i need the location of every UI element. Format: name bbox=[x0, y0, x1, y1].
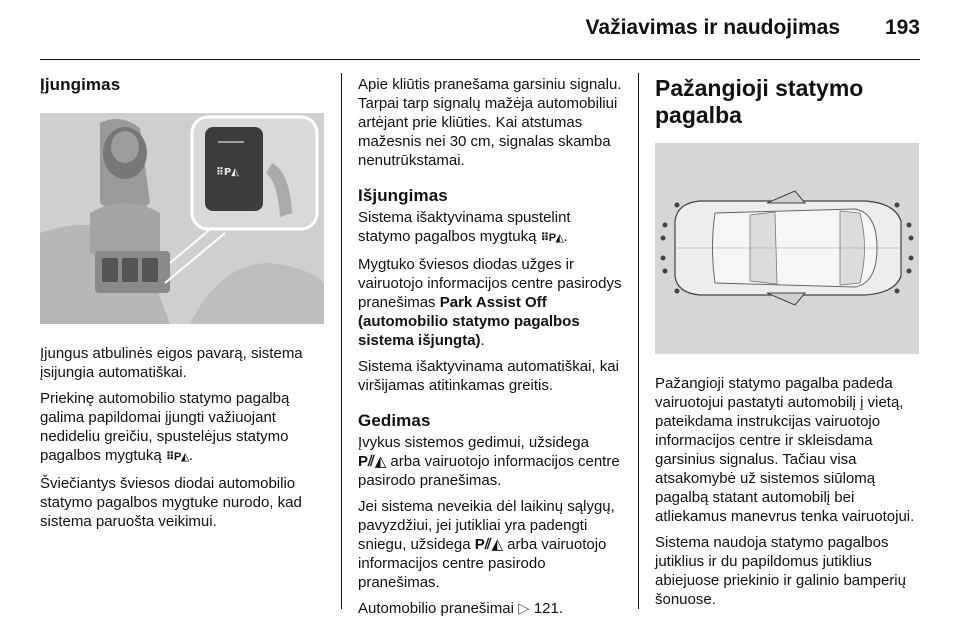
message-text: Park Assist Off (automobilio statymo pagalbos sistema išjungta) bbox=[358, 294, 580, 349]
paragraph-text: Automobilio pranešimai bbox=[358, 600, 514, 617]
section-heading-fault: Gedimas bbox=[358, 411, 431, 430]
paragraph bbox=[358, 208, 623, 248]
column-middle bbox=[358, 75, 623, 625]
paragraph: Įjungus atbulinės eigos pavarą, sistema įsijungia automatiškai. bbox=[40, 345, 303, 381]
section-heading-advanced-park-assist: Pažangioji statymo pagalba bbox=[655, 75, 864, 128]
header-rule bbox=[40, 59, 920, 60]
paragraph: Pažangioji statymo pagalba padeda vairuotojui pastatyti automobilį į vietą, pateikdama instrukcijas vairuotojo informacijos centre ir skleisdama garsinius signalus. Tačiau visa atsakomybė už sistemos siūlomą pagalbą statant automobilį bei atliekamus manevrus tenka vairuotojui. bbox=[655, 375, 915, 525]
paragraph: Sistema išaktyvinama automatiškai, kai viršijamas atitinkamas greitis. bbox=[358, 358, 619, 394]
column-divider bbox=[638, 73, 639, 609]
paragraph bbox=[358, 433, 623, 490]
paragraph-text: . bbox=[480, 332, 485, 349]
page-reference-link[interactable]: 121. bbox=[533, 600, 564, 617]
page-header-title: Važiavimas ir naudojimas bbox=[585, 16, 840, 39]
park-assist-button-icon: ⠿P◭ bbox=[165, 451, 189, 463]
paragraph-text: . bbox=[188, 447, 193, 464]
paragraph bbox=[40, 389, 325, 467]
paragraph: Sistema naudoja statymo pagalbos jutiklius ir du papildomus jutiklius abiejuose priekinio ir galinio bamperių šonuose. bbox=[655, 534, 906, 608]
paragraph-text: Jei sistema neveikia dėl laikinų sąlygų, pavyzdžiui, jei jutikliai yra padengti sniegu, užsidega bbox=[358, 498, 615, 553]
column-right bbox=[655, 75, 923, 616]
paragraph bbox=[358, 255, 623, 350]
paragraph-text: Mygtuko šviesos diodas užges ir vairuotojo informacijos centre pasirodys pranešimas bbox=[358, 256, 622, 311]
paragraph bbox=[358, 599, 623, 618]
car-sensor-illustration bbox=[655, 143, 919, 354]
cross-reference-arrow-icon: ▷ bbox=[518, 600, 530, 617]
paragraph: Šviečiantys šviesos diodai automobilio statymo pagalbos mygtuke nurodo, kad sistema paruošta veikimui. bbox=[40, 475, 302, 530]
section-heading-deactivation: Išjungimas bbox=[358, 186, 448, 205]
section-heading-activation: Įjungimas bbox=[40, 75, 121, 94]
park-assist-button-icon: ⠿P◭ bbox=[540, 232, 564, 244]
paragraph-text: arba vairuotojo informacijos centre pasirodo pranešimas. bbox=[358, 536, 607, 591]
park-assist-warning-icon: P⫽◭ bbox=[474, 536, 503, 553]
column-divider bbox=[341, 73, 342, 609]
paragraph-text: Priekinę automobilio statymo pagalbą galima papildomai įjungti važiuojant nedideliu greičiu, spustelėjus statymo pagalbos mygtuką bbox=[40, 390, 290, 464]
paragraph-text: arba vairuotojo informacijos centre pasirodo pranešimas. bbox=[358, 453, 620, 489]
park-assist-button-icon: ⠿P◭ bbox=[216, 167, 239, 178]
paragraph bbox=[358, 497, 623, 592]
paragraph-text: Sistema išaktyvinama spustelint statymo pagalbos mygtuką bbox=[358, 209, 571, 245]
paragraph-text: Įvykus sistemos gedimui, užsidega bbox=[358, 434, 589, 451]
page-number: 193 bbox=[884, 16, 920, 39]
console-illustration bbox=[40, 113, 324, 324]
paragraph-text: . bbox=[563, 228, 568, 245]
park-assist-warning-icon: P⫽◭ bbox=[358, 453, 387, 470]
paragraph: Apie kliūtis pranešama garsiniu signalu. Tarpai tarp signalų mažėja automobiliui artėjant prie kliūties. Kai atstumas mažesnis nei 30 cm, signalas skamba nenutrūkstamai. bbox=[358, 76, 622, 169]
column-left bbox=[40, 75, 325, 538]
